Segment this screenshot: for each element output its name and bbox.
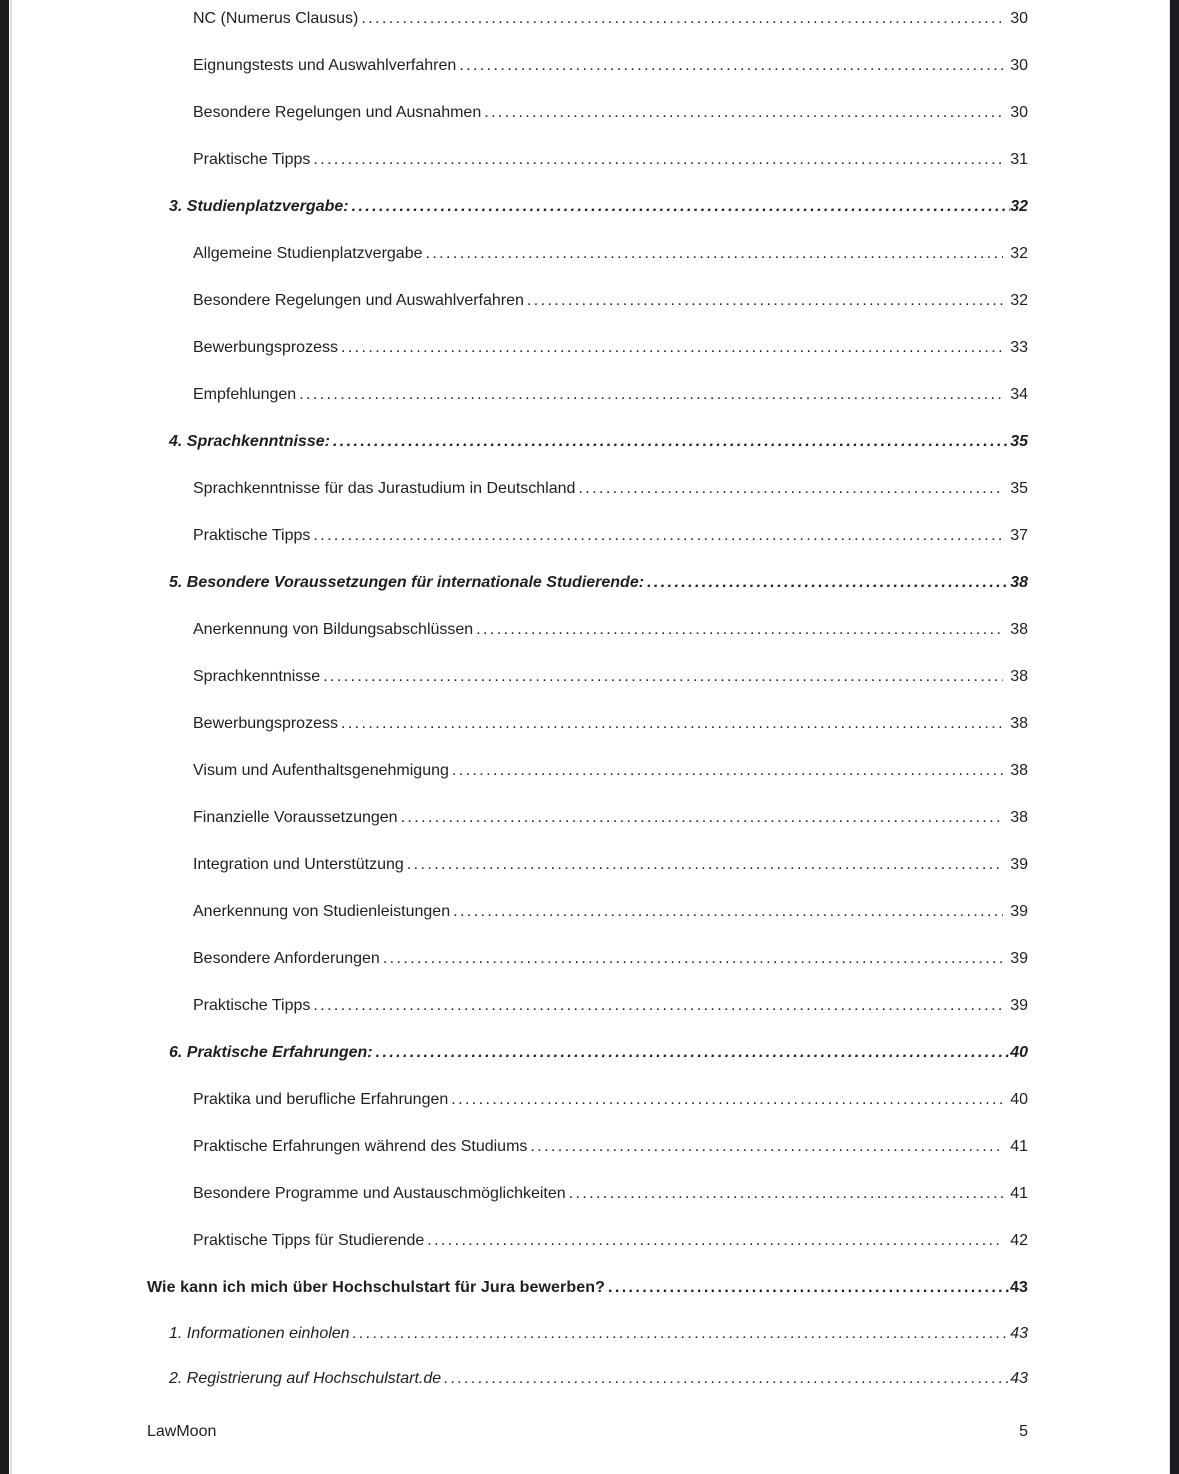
dot-leader [353,1311,1011,1356]
toc-entry[interactable] [147,230,1028,277]
toc-entry[interactable] [147,277,1028,324]
toc-entry[interactable] [147,935,1028,982]
toc-entry-label: 6. Praktische Erfahrungen: [169,1044,373,1061]
dot-leader [299,371,1003,418]
toc-entry[interactable] [147,841,1028,888]
toc-entry-page-number: 39 [1010,997,1028,1014]
toc-entry-label: Besondere Regelungen und Ausnahmen [193,104,482,121]
toc-entry-label: Bewerbungsprozess [193,339,338,356]
dot-leader [376,1029,1011,1076]
toc-entry-label: Sprachkenntnisse [193,668,321,685]
dot-leader [425,230,1003,277]
dot-leader [407,841,1003,888]
footer-page-number: 5 [1019,1423,1028,1440]
toc-entry[interactable] [147,1356,1028,1401]
dot-leader [361,0,1003,42]
toc-entry[interactable] [147,89,1028,136]
dot-leader [453,888,1003,935]
dot-leader [401,794,1004,841]
toc-entry-page-number: 38 [1010,715,1028,732]
toc-entry-page-number: 38 [1010,809,1028,826]
toc-entry-page-number: 38 [1010,574,1028,591]
toc-entry[interactable] [147,747,1028,794]
toc-entry[interactable] [147,794,1028,841]
toc-entry-label: 4. Sprachkenntnisse: [169,433,330,450]
dot-leader [647,559,1010,606]
toc-entry[interactable] [147,1170,1028,1217]
toc-entry-label: Praktika und berufliche Erfahrungen [193,1091,449,1108]
page-border-left [10,0,12,1474]
dot-leader [383,935,1003,982]
toc-entry[interactable] [147,324,1028,371]
toc-entry-page-number: 40 [1010,1091,1028,1108]
toc-entry-label: Praktische Tipps [193,997,311,1014]
toc-entry[interactable] [147,136,1028,183]
toc-entry-label: Sprachkenntnisse für das Jurastudium in Deutschland [193,480,576,497]
toc-entry-page-number: 43 [1010,1279,1028,1296]
toc-entry-label: Finanzielle Voraussetzungen [193,809,398,826]
toc-entry-page-number: 30 [1010,10,1028,27]
toc-entry-label: Anerkennung von Bildungsabschlüssen [193,621,474,638]
toc-entry-page-number: 38 [1010,762,1028,779]
toc-entry-label: Integration und Unterstützung [193,856,404,873]
toc-entry[interactable] [147,1029,1028,1076]
toc-entry[interactable] [147,888,1028,935]
toc-entry[interactable] [147,42,1028,89]
toc-entry-label: Praktische Erfahrungen während des Studiums [193,1138,528,1155]
toc-entry[interactable] [147,465,1028,512]
toc-entry-label: Besondere Anforderungen [193,950,380,967]
toc-entry-label: Praktische Tipps [193,151,311,168]
toc-entry-page-number: 32 [1010,292,1028,309]
toc-entry-label: 5. Besondere Voraussetzungen für internationale Studierende: [169,574,645,591]
dot-leader [341,324,1003,371]
toc-entry[interactable] [147,1264,1028,1311]
toc-entry[interactable] [147,418,1028,465]
toc-entry-page-number: 38 [1010,621,1028,638]
toc-entry-label: Wie kann ich mich über Hochschulstart für Jura bewerben? [147,1279,605,1296]
toc-entry-page-number: 31 [1010,151,1028,168]
dot-leader [313,136,1003,183]
toc-entry-label: Visum und Aufenthaltsgenehmigung [193,762,449,779]
dot-leader [444,1356,1010,1401]
toc-entry[interactable] [147,559,1028,606]
dot-leader [352,183,1011,230]
dot-leader [427,1217,1003,1264]
toc-entry-label: 1. Informationen einholen [169,1325,350,1342]
toc-entry-page-number: 41 [1010,1138,1028,1155]
toc-entry-page-number: 35 [1010,433,1028,450]
page-border-right [1169,0,1170,1474]
toc-entry-page-number: 35 [1010,480,1028,497]
toc-entry-page-number: 43 [1010,1370,1028,1387]
dot-leader [459,42,1003,89]
toc-entry-page-number: 33 [1010,339,1028,356]
toc-entry[interactable] [147,0,1028,42]
toc-entry-page-number: 39 [1010,856,1028,873]
toc-entry[interactable] [147,1076,1028,1123]
dot-leader [484,89,1003,136]
dot-leader [578,465,1003,512]
toc-entry[interactable] [147,183,1028,230]
toc-entry[interactable] [147,1311,1028,1356]
toc-entry-label: Besondere Programme und Austauschmöglichkeiten [193,1185,566,1202]
toc-entry-page-number: 32 [1010,245,1028,262]
toc-entry-page-number: 41 [1010,1185,1028,1202]
toc-entry[interactable] [147,606,1028,653]
toc-entry-label: Empfehlungen [193,386,297,403]
toc-entry-label: Bewerbungsprozess [193,715,338,732]
toc-entry-label: Eignungstests und Auswahlverfahren [193,57,457,74]
toc-entry[interactable] [147,653,1028,700]
dot-leader [451,1076,1003,1123]
toc-entry-page-number: 39 [1010,950,1028,967]
dot-leader [341,700,1003,747]
table-of-contents [147,0,1028,1401]
toc-entry-page-number: 40 [1010,1044,1028,1061]
toc-entry-page-number: 37 [1010,527,1028,544]
dot-leader [608,1264,1010,1311]
dot-leader [323,653,1003,700]
toc-entry-label: Allgemeine Studienplatzvergabe [193,245,423,262]
toc-entry-page-number: 30 [1010,104,1028,121]
toc-entry-page-number: 42 [1010,1232,1028,1249]
toc-entry-page-number: 32 [1010,198,1028,215]
toc-entry[interactable] [147,512,1028,559]
toc-entry[interactable] [147,1217,1028,1264]
toc-entry[interactable] [147,700,1028,747]
dot-leader [476,606,1003,653]
toc-entry-page-number: 34 [1010,386,1028,403]
toc-entry-label: Besondere Regelungen und Auswahlverfahren [193,292,524,309]
toc-entry[interactable] [147,1123,1028,1170]
footer-brand: LawMoon [147,1423,217,1440]
toc-entry[interactable] [147,982,1028,1029]
toc-entry[interactable] [147,371,1028,418]
dot-leader [452,747,1003,794]
dot-leader [569,1170,1004,1217]
viewer-edge-right [1170,0,1179,1474]
dot-leader [313,982,1003,1029]
toc-entry-label: Praktische Tipps für Studierende [193,1232,425,1249]
toc-entry-label: 2. Registrierung auf Hochschulstart.de [169,1370,442,1387]
page-footer [147,1414,1028,1450]
toc-entry-label: NC (Numerus Clausus) [193,10,359,27]
dot-leader [530,1123,1003,1170]
toc-entry-page-number: 39 [1010,903,1028,920]
toc-entry-label: 3. Studienplatzvergabe: [169,198,349,215]
toc-entry-page-number: 38 [1010,668,1028,685]
viewer-edge-left [0,0,9,1474]
toc-entry-label: Praktische Tipps [193,527,311,544]
toc-entry-label: Anerkennung von Studienleistungen [193,903,451,920]
dot-leader [333,418,1010,465]
dot-leader [313,512,1003,559]
toc-entry-page-number: 30 [1010,57,1028,74]
dot-leader [527,277,1003,324]
toc-entry-page-number: 43 [1010,1325,1028,1342]
